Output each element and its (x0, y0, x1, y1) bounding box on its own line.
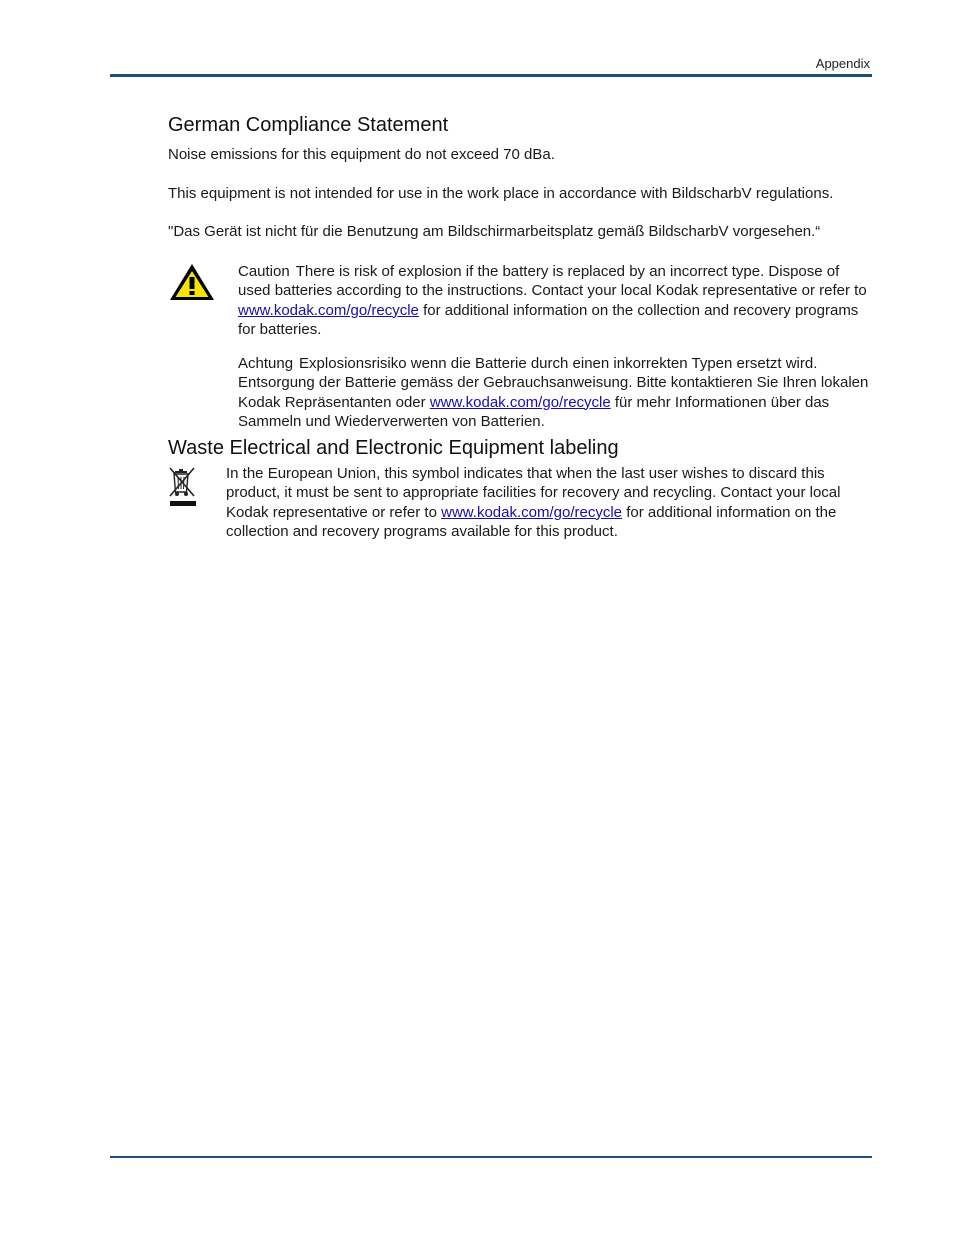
achtung-text: Explosionsrisiko wenn die Batterie durch einen inkorrekten Typen ersetzt wird. Entsorgung der Batterie gemäss der Gebrauchsanweisung. Bitte kontaktieren Sie Ihren lokalen Kodak Repräsentanten oder (238, 354, 869, 411)
weee-text: In the European Union, this symbol indicates that when the last user wishes to discard this product, it must be sent to appropriate facilities for recovery and recycling. Contact your local Kodak representative or refer to (226, 464, 841, 521)
weee-notice (168, 464, 873, 542)
weee-heading: Waste Electrical and Electronic Equipment labeling (168, 436, 619, 459)
recycle-link-achtung[interactable]: www.kodak.com/go/recycle (429, 393, 611, 411)
footer-rule (110, 1156, 872, 1158)
workplace-paragraph: This equipment is not intended for use in the work place in accordance with BildscharbV regulations. (168, 184, 834, 202)
header-rule (110, 74, 872, 77)
german-compliance-heading: German Compliance Statement (168, 114, 449, 136)
running-header: Appendix (815, 56, 870, 71)
warning-triangle-icon (168, 262, 216, 302)
caution-label: Caution (238, 262, 290, 280)
caution-text: There is risk of explosion if the battery is replaced by an incorrect type. Dispose of used batteries according to the instructions. Contact your local Kodak representative or refer to (238, 262, 867, 299)
caution-text-end: for additional information on the collection and recovery programs for batteries. (238, 301, 859, 338)
achtung-paragraph (238, 354, 873, 432)
page-content (168, 111, 873, 542)
achtung-text-end: für mehr Informationen über das Sammeln und Wiederverwerten von Batterien. (238, 393, 830, 430)
crossed-out-wheeled-bin-icon (168, 466, 198, 508)
german-quote-paragraph: "Das Gerät ist nicht für die Benutzung am Bildschirmarbeitsplatz gemäß BildscharbV vorgesehen.“ (168, 223, 821, 240)
weee-text-end: for additional information on the collection and recovery programs available for this product. (226, 503, 837, 540)
achtung-label: Achtung (238, 354, 294, 372)
battery-caution-notice (168, 262, 873, 432)
weee-paragraph (226, 464, 873, 542)
noise-paragraph: Noise emissions for this equipment do not exceed 70 dBa. (168, 146, 555, 163)
recycle-link-caution[interactable]: www.kodak.com/go/recycle (238, 301, 419, 319)
recycle-link-weee[interactable]: www.kodak.com/go/recycle (441, 503, 623, 521)
caution-paragraph (238, 262, 873, 340)
